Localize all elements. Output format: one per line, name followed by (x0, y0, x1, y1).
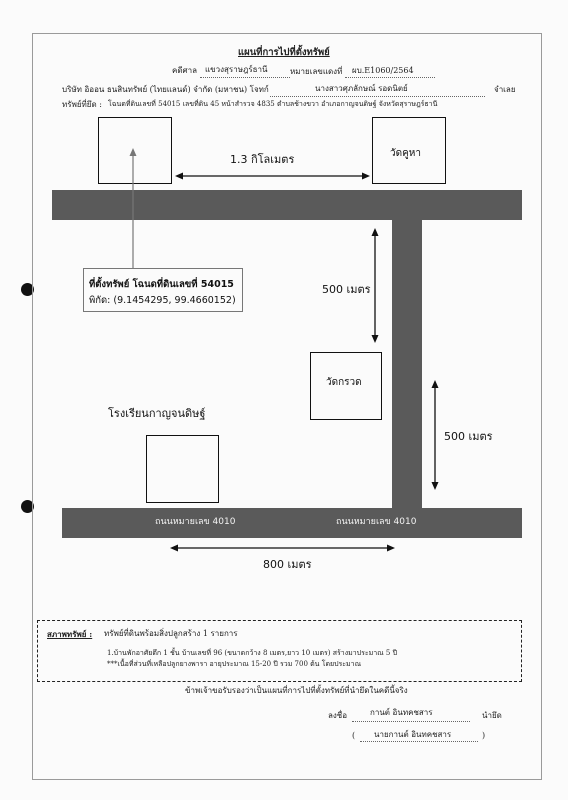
distance-top-label: 1.3 กิโลเมตร (230, 153, 295, 166)
road-horizontal-top (52, 190, 522, 220)
court-label: คดีศาล (172, 66, 198, 75)
road-label-left: ถนนหมายเลข 4010 (155, 517, 236, 527)
distance-vertical-1-label: 500 เมตร (322, 283, 371, 296)
distance-bottom-label: 800 เมตร (263, 558, 312, 571)
name-close-paren: ) (482, 731, 486, 740)
callout-title: ที่ตั้งทรัพย์ โฉนดที่ดินเลขที่ 54015 (89, 279, 234, 290)
road-vertical (392, 210, 422, 510)
distance-arrow-bottom (170, 542, 395, 554)
court-underline (200, 77, 290, 78)
road-label-right: ถนนหมายเลข 4010 (336, 517, 417, 527)
pointer-arrow (128, 148, 138, 270)
road-horizontal-bottom (62, 508, 522, 538)
defendant-value: นางสาวศุภลักษณ์ รอดนิตย์ (315, 84, 408, 93)
condition-item-1: 1.บ้านพักอาศัยตึก 1 ชั้น บ้านเลขที่ 96 (ขนาดกว้าง 8 เมตร,ยาว 10 เมตร) สร้างมาประมาณ 5 ปี (107, 649, 398, 657)
case-value: ผบ.E1060/2564 (352, 66, 414, 75)
property-label: ทรัพย์ที่ยึด : (62, 100, 102, 109)
sign-label: ลงชื่อ (328, 711, 348, 720)
sign-value: กานต์ อินทคชสาร (370, 708, 433, 717)
callout-coordinates: พิกัด: (9.1454295, 99.4660152) (89, 295, 236, 306)
defendant-underline (270, 96, 485, 97)
distance-arrow-vertical-2 (429, 380, 441, 490)
property-text: โฉนดที่ดินเลขที่ 54015 เลขที่ดิน 45 หน้าสำรวจ 4835 ตำบลช้างขวา อำเภอกาญจนดิษฐ์ จังหวัดสุราษฎร์ธานี (108, 100, 438, 108)
defendant-label: จำเลย (494, 85, 516, 94)
name-value: นายกานต์ อินทคชสาร (374, 730, 452, 739)
condition-summary: ทรัพย์ที่ดินพร้อมสิ่งปลูกสร้าง 1 รายการ (104, 629, 238, 638)
case-label: หมายเลขแดงที่ (290, 67, 343, 76)
condition-label: สภาพทรัพย์ : (47, 629, 93, 639)
distance-vertical-2-label: 500 เมตร (444, 430, 493, 443)
name-underline (360, 741, 478, 742)
school-label: โรงเรียนกาญจนดิษฐ์ (108, 407, 206, 420)
name-open-paren: ( (352, 731, 356, 740)
condition-item-2: ***เนื้อที่ส่วนที่เหลือปลูกยางพารา อายุประมาณ 15-20 ปี รวม 700 ต้น โดยประมาณ (107, 660, 362, 668)
case-underline (345, 77, 435, 78)
document-title: แผนที่การไปที่ตั้งทรัพย์ (238, 47, 330, 58)
temple-krud-label: วัดกรวด (326, 377, 362, 388)
distance-arrow-top (175, 170, 370, 182)
sign-suffix: นำยึด (482, 711, 502, 720)
temple-khuha-label: วัดคูหา (390, 148, 422, 159)
school-box (146, 435, 219, 503)
plaintiff-text: บริษัท อิออน ธนสินทรัพย์ (ไทยแลนด์) จำกัด (มหาชน) โจทก์ (62, 85, 269, 94)
property-callout (83, 268, 243, 312)
sign-underline (352, 721, 470, 722)
certify-text: ข้าพเจ้าขอรับรองว่าเป็นแผนที่การไปที่ตั้งทรัพย์ที่นำยึดในคดีนี้จริง (185, 686, 408, 695)
court-value: แขวงสุราษฎร์ธานี (205, 65, 268, 74)
